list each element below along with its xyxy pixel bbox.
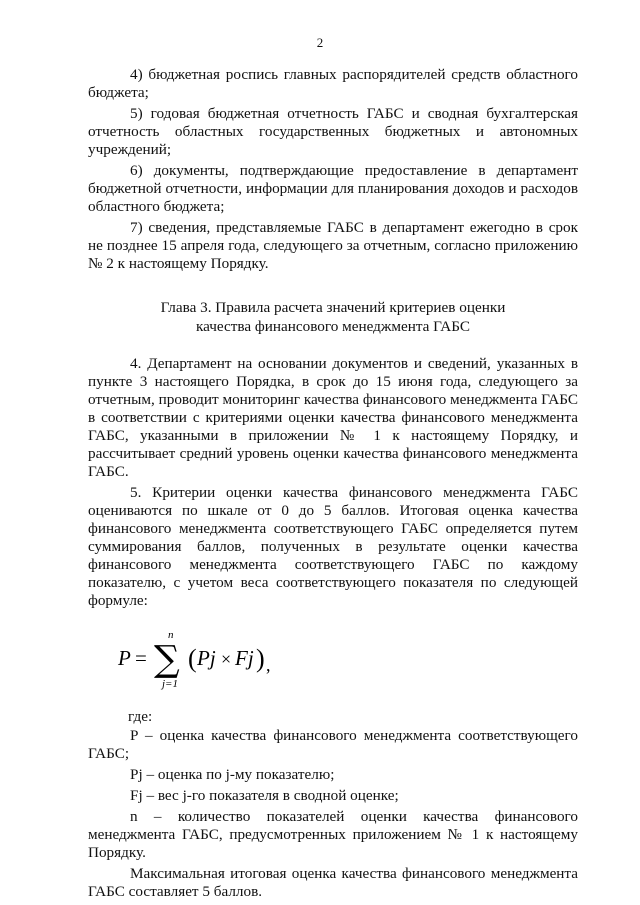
conclusion-paragraph: Максимальная итоговая оценка качества финансового менеджмента ГАБС составляет 5 баллов. <box>88 865 578 900</box>
document-body <box>88 66 578 904</box>
formula-times: × <box>221 649 232 669</box>
formula-lhs: P <box>118 646 131 670</box>
formula-term-fj: Fj <box>235 646 254 670</box>
page-number: 2 <box>316 35 324 50</box>
formula <box>88 616 578 698</box>
where-label: где: <box>128 708 153 725</box>
formula-equals: = <box>135 646 147 670</box>
formula-term-pj: Pj <box>197 646 216 670</box>
formula-svg <box>114 616 294 696</box>
definition-item: Fj – вес j-го показателя в сводной оценке; <box>130 787 399 804</box>
list-item: 5) годовая бюджетная отчетность ГАБС и сводная бухгалтерская отчетность областных государственных бюджетных и автономных учреждений; <box>88 105 578 158</box>
list-item: 6) документы, подтверждающие предоставление в департамент бюджетной отчетности, информации для планирования доходов и расходов областного бюджета; <box>88 162 578 215</box>
sigma-icon: ∑ <box>154 639 180 680</box>
formula-open-paren: ( <box>188 644 197 673</box>
chapter-title-line-1: Глава 3. Правила расчета значений критериев оценки <box>160 299 506 316</box>
list-item: 7) сведения, представляемые ГАБС в департамент ежегодно в срок не позднее 15 апреля года, следующего за отчетным, согласно приложению № 2 к настоящему Порядку. <box>88 219 578 272</box>
definition-item: P – оценка качества финансового менеджмента соответствующего ГАБС; <box>88 727 578 762</box>
formula-close-paren: ) <box>256 644 265 673</box>
paragraph-4: 4. Департамент на основании документов и сведений, указанных в пункте 3 настоящего Порядка, в срок до 15 июня года, следующего за отчетным, проводит мониторинг качества финансового менеджмента ГАБС в соответствии с критериями оценки качества финансового менеджмента ГАБС, указанными в приложении № 1 к настоящему Порядку, и рассчитывает средний уровень оценки качества финансового менеджмента ГАБС. <box>88 355 578 480</box>
chapter-heading <box>88 298 578 336</box>
definition-item: n – количество показателей оценки качества финансового менеджмента ГАБС, предусмотренных приложением № 1 к настоящему Порядку. <box>88 808 578 861</box>
paragraph-5: 5. Критерии оценки качества финансового менеджмента ГАБС оцениваются по шкале от 0 до 5 баллов. Итоговая оценка качества финансового менеджмента соответствующего ГАБС определяется путем суммирования баллов, полученных в результате оценки качества финансового менеджмента соответствующего ГАБС по каждому показателю, с учетом веса соответствующего показателя по следующей формуле: <box>88 484 578 609</box>
formula-sum-upper: n <box>168 629 174 641</box>
chapter-title-line-2: качества финансового менеджмента ГАБС <box>195 318 471 335</box>
formula-comma: , <box>266 655 271 675</box>
definition-item: Pj – оценка по j-му показателю; <box>130 766 335 783</box>
formula-sum-lower: j=1 <box>162 678 178 690</box>
list-item: 4) бюджетная роспись главных распорядителей средств областного бюджета; <box>88 66 578 101</box>
